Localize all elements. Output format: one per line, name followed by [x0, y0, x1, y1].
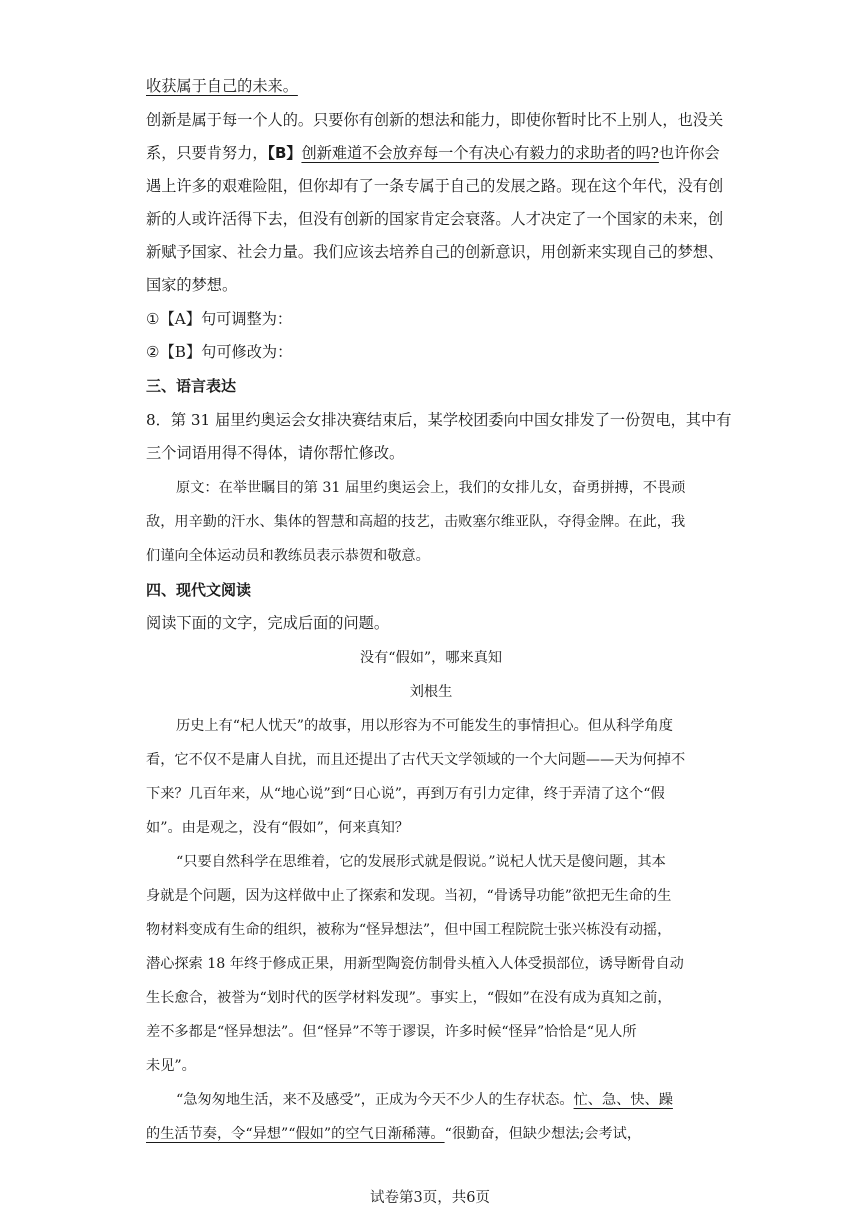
text-line: 创新是属于每一个人的。只要你有创新的想法和能力，即使你暂时比不上别人，也没关: [146, 111, 724, 129]
text-line: 新赋予国家、社会力量。我们应该去培养自己的创新意识，用创新来实现自己的梦想、: [146, 243, 724, 261]
article-line: 历史上有“杞人忧天”的故事，用以形容为不可能发生的事情担心。但从科学角度: [176, 718, 673, 734]
text-fragment: “很勤奋，但缺少想法;会考试，: [444, 1126, 642, 1142]
original-text: 敌，用辛勤的汗水、集体的智慧和高超的技艺，击败塞尔维亚队，夺得金牌。在此，我: [146, 514, 686, 530]
question-7b: ②【B】句可修改为：: [146, 343, 293, 361]
underlined-sentence-b: 创新难道不会放弃每一个有决心有毅力的求助者的吗?: [301, 144, 659, 162]
original-text: 原文：在举世瞩目的第 31 届里约奥运会上，我们的女排儿女，奋勇拼搏，不畏顽: [176, 480, 686, 496]
text-fragment: 也许你会: [658, 144, 720, 162]
question-7a: ①【A】句可调整为：: [146, 310, 293, 328]
article-line: 物材料变成有生命的组织，被称为“怪异想法”，但中国工程院院士张兴栋没有动摇，: [146, 922, 672, 938]
article-line: [176, 1090, 716, 1110]
article-line: 如”。由是观之，没有“假如”，何来真知？: [146, 820, 409, 836]
article-line: 身就是个问题，因为这样做中止了探索和发现。当初，“骨诱导功能”欲把无生命的生: [146, 888, 672, 904]
text-line: 遇上许多的艰难险阻，但你却有了一条专属于自己的发展之路。现在这个年代，没有创: [146, 177, 724, 195]
section-heading: 四、现代文阅读: [146, 581, 252, 599]
article-line: 差不多都是“怪异想法”。但“怪异”不等于谬误，许多时候“怪异”恰恰是“见人所: [146, 1024, 637, 1040]
underlined-sentence: 的生活节奏，令“异想”“假如”的空气日渐稀薄。: [146, 1126, 445, 1142]
question-8: 三个词语用得不得体，请你帮忙修改。: [146, 444, 405, 462]
text-fragment: 系，只要肯努力，: [146, 144, 268, 162]
article-title: 没有“假如”，哪来真知: [359, 650, 503, 666]
underlined-sentence: 忙、急、快、躁: [573, 1092, 673, 1108]
article-line: “只要自然科学在思维着，它的发展形式就是假说。”说杞人忧天是傻问题，其本: [176, 854, 666, 870]
article-line: 看，它不仅不是庸人自扰，而且还提出了古代天文学领域的一个大问题——天为何掉不: [146, 752, 686, 768]
original-text: 们谨向全体运动员和教练员表示恭贺和敬意。: [146, 548, 430, 564]
text-line: 新的人或许活得下去，但没有创新的国家肯定会衰落。人才决定了一个国家的未来，创: [146, 210, 724, 228]
question-8: 8．第 31 届里约奥运会女排决赛结束后，某学校团委向中国女排发了一份贺电，其中有: [146, 411, 732, 429]
instruction: 阅读下面的文字，完成后面的问题。: [146, 614, 389, 632]
section-heading: 三、语言表达: [146, 377, 237, 395]
article-author: 刘根生: [409, 684, 453, 700]
label-b: 【B】: [267, 144, 302, 162]
article-line: 生长愈合，被誉为“划时代的医学材料发现”。事实上，“假如”在没有成为真知之前，: [146, 990, 672, 1006]
article-line: [146, 1124, 716, 1144]
text-line: 国家的梦想。: [146, 276, 238, 294]
article-line: 下来？几百年来，从“地心说”到“日心说”，再到万有引力定律，终于弄清了这个“假: [146, 786, 665, 802]
article-line: 潜心探索 18 年终于修成正果，用新型陶瓷仿制骨头植入人体受损部位，诱导断骨自动: [146, 956, 684, 972]
text-fragment: “急匆匆地生活，来不及感受”，正成为今天不少人的生存状态。: [176, 1092, 574, 1108]
text-line: 收获属于自己的未来。: [146, 77, 298, 95]
text-line: [146, 143, 720, 163]
page-footer: 试卷第3页，共6页: [370, 1190, 490, 1206]
article-line: 未见”。: [146, 1058, 196, 1074]
